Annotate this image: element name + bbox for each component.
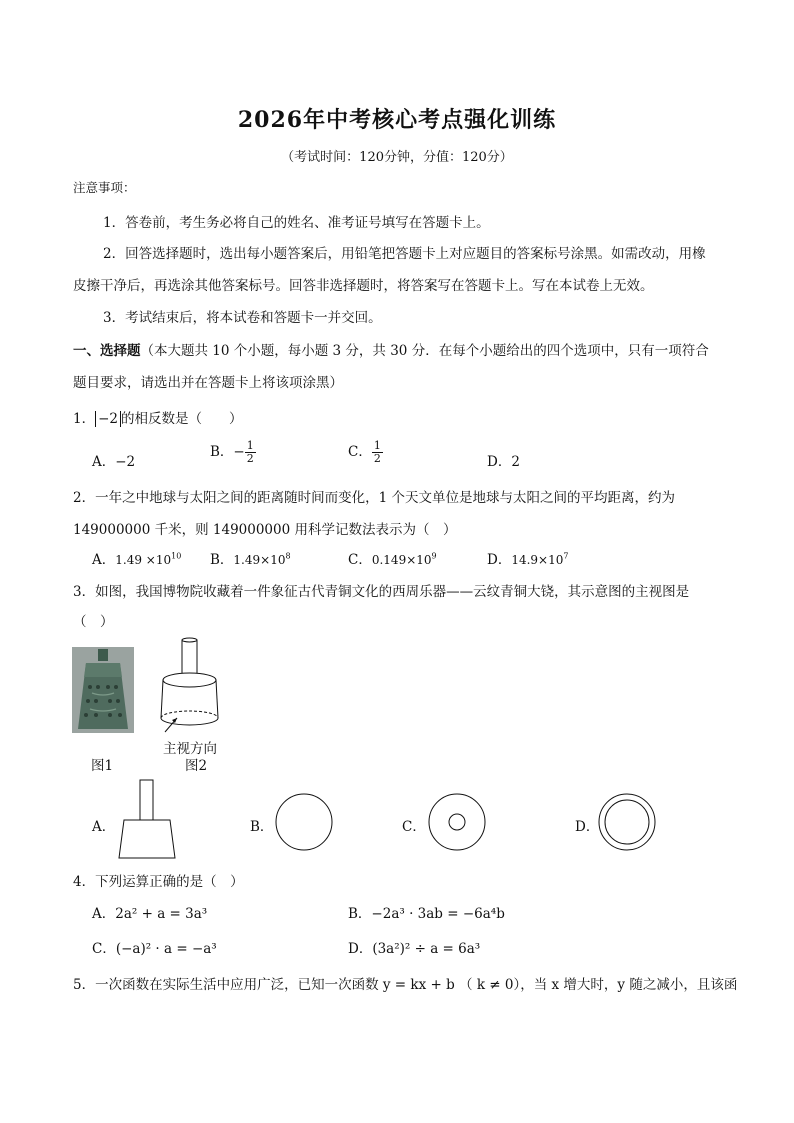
q2-option-c bbox=[348, 548, 437, 568]
section-1-heading bbox=[73, 339, 709, 359]
q2-option-c-base: 0.149×10 bbox=[371, 553, 432, 567]
q3-option-a-label: A． bbox=[92, 819, 116, 835]
q2-option-d-label: D． bbox=[487, 552, 512, 568]
fraction-numerator: 1 bbox=[246, 439, 254, 452]
question-3-line-1: 3．如图，我国博物院收藏着一件象征古代青铜文化的西周乐器——云纹青铜大铙，其示意图的主视图是 bbox=[73, 584, 690, 600]
q2-option-b-exponent: 8 bbox=[285, 551, 291, 561]
notice-item-2-line-1: 2．回答选择题时，选出每小题答案后，用铅笔把答题卡上对应题目的答案标号涂黑。如需改动，用橡 bbox=[103, 246, 706, 262]
notice-item-3: 3．考试结束后，将本试卷和答题卡一并交回。 bbox=[103, 310, 382, 326]
question-4-stem: 4．下列运算正确的是（ ） bbox=[73, 874, 244, 890]
fraction-numerator: 1 bbox=[373, 439, 381, 452]
q3-option-a-figure bbox=[118, 780, 180, 860]
q2-option-b-label: B． bbox=[210, 552, 234, 568]
q4-option-c: C．(−a)² · a = −a³ bbox=[92, 941, 217, 957]
question-1-number: 1． bbox=[73, 411, 96, 427]
q1-option-c-label: C． bbox=[348, 444, 372, 460]
q2-option-b-base: 1.49×10 bbox=[233, 553, 286, 567]
notice-item-2-line-2: 皮擦干净后，再选涂其他答案标号。回答非选择题时，将答案写在答题卡上。写在本试卷上无效。 bbox=[73, 278, 654, 294]
question-2-line-2: 149000000 千米，则 149000000 用科学记数法表示为（ ） bbox=[73, 522, 457, 538]
notice-item-1: 1．答卷前，考生务必将自己的姓名、准考证号填写在答题卡上。 bbox=[103, 215, 490, 231]
q3-option-d-label: D． bbox=[575, 819, 600, 835]
figure-1-label: 图1 bbox=[91, 758, 114, 774]
figure-2-label: 图2 bbox=[185, 758, 208, 774]
notice-heading: 注意事项： bbox=[73, 180, 136, 195]
view-direction-label: 主视方向 bbox=[163, 741, 217, 757]
q2-option-d bbox=[487, 548, 568, 568]
q1-option-c bbox=[348, 440, 383, 465]
q3-option-c-figure bbox=[427, 792, 487, 852]
q4-option-d: D．(3a²)² ÷ a = 6a³ bbox=[348, 941, 481, 957]
q3-option-d-figure bbox=[597, 792, 657, 852]
question-1-text: 的相反数是（ ） bbox=[121, 411, 243, 427]
question-2-line-1: 2．一年之中地球与太阳之间的距离随时间而变化，1 个天文单位是地球与太阳之间的平均距离，约为 bbox=[73, 490, 675, 506]
q1-option-b bbox=[210, 440, 256, 465]
section-1-instructions: （本大题共 10 个小题，每小题 3 分，共 30 分．在每个小题给出的四个选项中，只有一项符合 bbox=[140, 343, 709, 359]
q4-option-b: B．−2a³ · 3ab = −6a⁴b bbox=[348, 906, 505, 922]
q3-option-b-figure bbox=[274, 792, 334, 852]
q2-option-d-exponent: 7 bbox=[563, 551, 569, 561]
q1-option-d: D．2 bbox=[487, 454, 520, 470]
q2-option-c-exponent: 9 bbox=[431, 551, 437, 561]
fraction-one-half bbox=[372, 440, 383, 465]
q2-option-a-label: A． bbox=[92, 552, 116, 568]
question-3-line-2: （ ） bbox=[73, 614, 114, 630]
bronze-bell-photo bbox=[72, 647, 134, 733]
question-5-line-1: 5．一次函数在实际生活中应用广泛，已知一次函数 y = kx + b （ k ≠ 0），当 x 增大时，y 随之减小，且该函 bbox=[73, 977, 738, 993]
fraction-denominator: 2 bbox=[246, 452, 254, 465]
page-title: 2026年中考核心考点强化训练 bbox=[237, 107, 557, 133]
q4-option-a: A．2a² + a = 3a³ bbox=[92, 906, 208, 922]
fraction-one-half bbox=[245, 440, 256, 465]
q2-option-b bbox=[210, 548, 291, 568]
q2-option-a-exponent: 10 bbox=[171, 551, 182, 561]
q2-option-c-label: C． bbox=[348, 552, 372, 568]
section-1-heading-line-2: 题目要求，请选出并在答题卡上将该项涂黑） bbox=[73, 375, 343, 391]
fraction-denominator: 2 bbox=[373, 452, 381, 465]
q3-option-b-label: B． bbox=[250, 819, 274, 835]
q1-option-b-label: B．− bbox=[210, 444, 245, 460]
question-1-stem bbox=[73, 407, 243, 427]
q2-option-d-base: 14.9×10 bbox=[511, 553, 564, 567]
section-1-title: 一、选择题 bbox=[73, 343, 141, 359]
exam-subtitle: （考试时间：120分钟，分值：120分） bbox=[281, 150, 513, 165]
absolute-value-expression: −2 bbox=[95, 411, 121, 427]
q2-option-a-base: 1.49 ×10 bbox=[115, 553, 172, 567]
q2-option-a bbox=[92, 548, 181, 568]
q1-option-a: A．−2 bbox=[92, 454, 136, 470]
q3-option-c-label: C． bbox=[402, 819, 426, 835]
figure-2-schematic bbox=[155, 638, 245, 743]
